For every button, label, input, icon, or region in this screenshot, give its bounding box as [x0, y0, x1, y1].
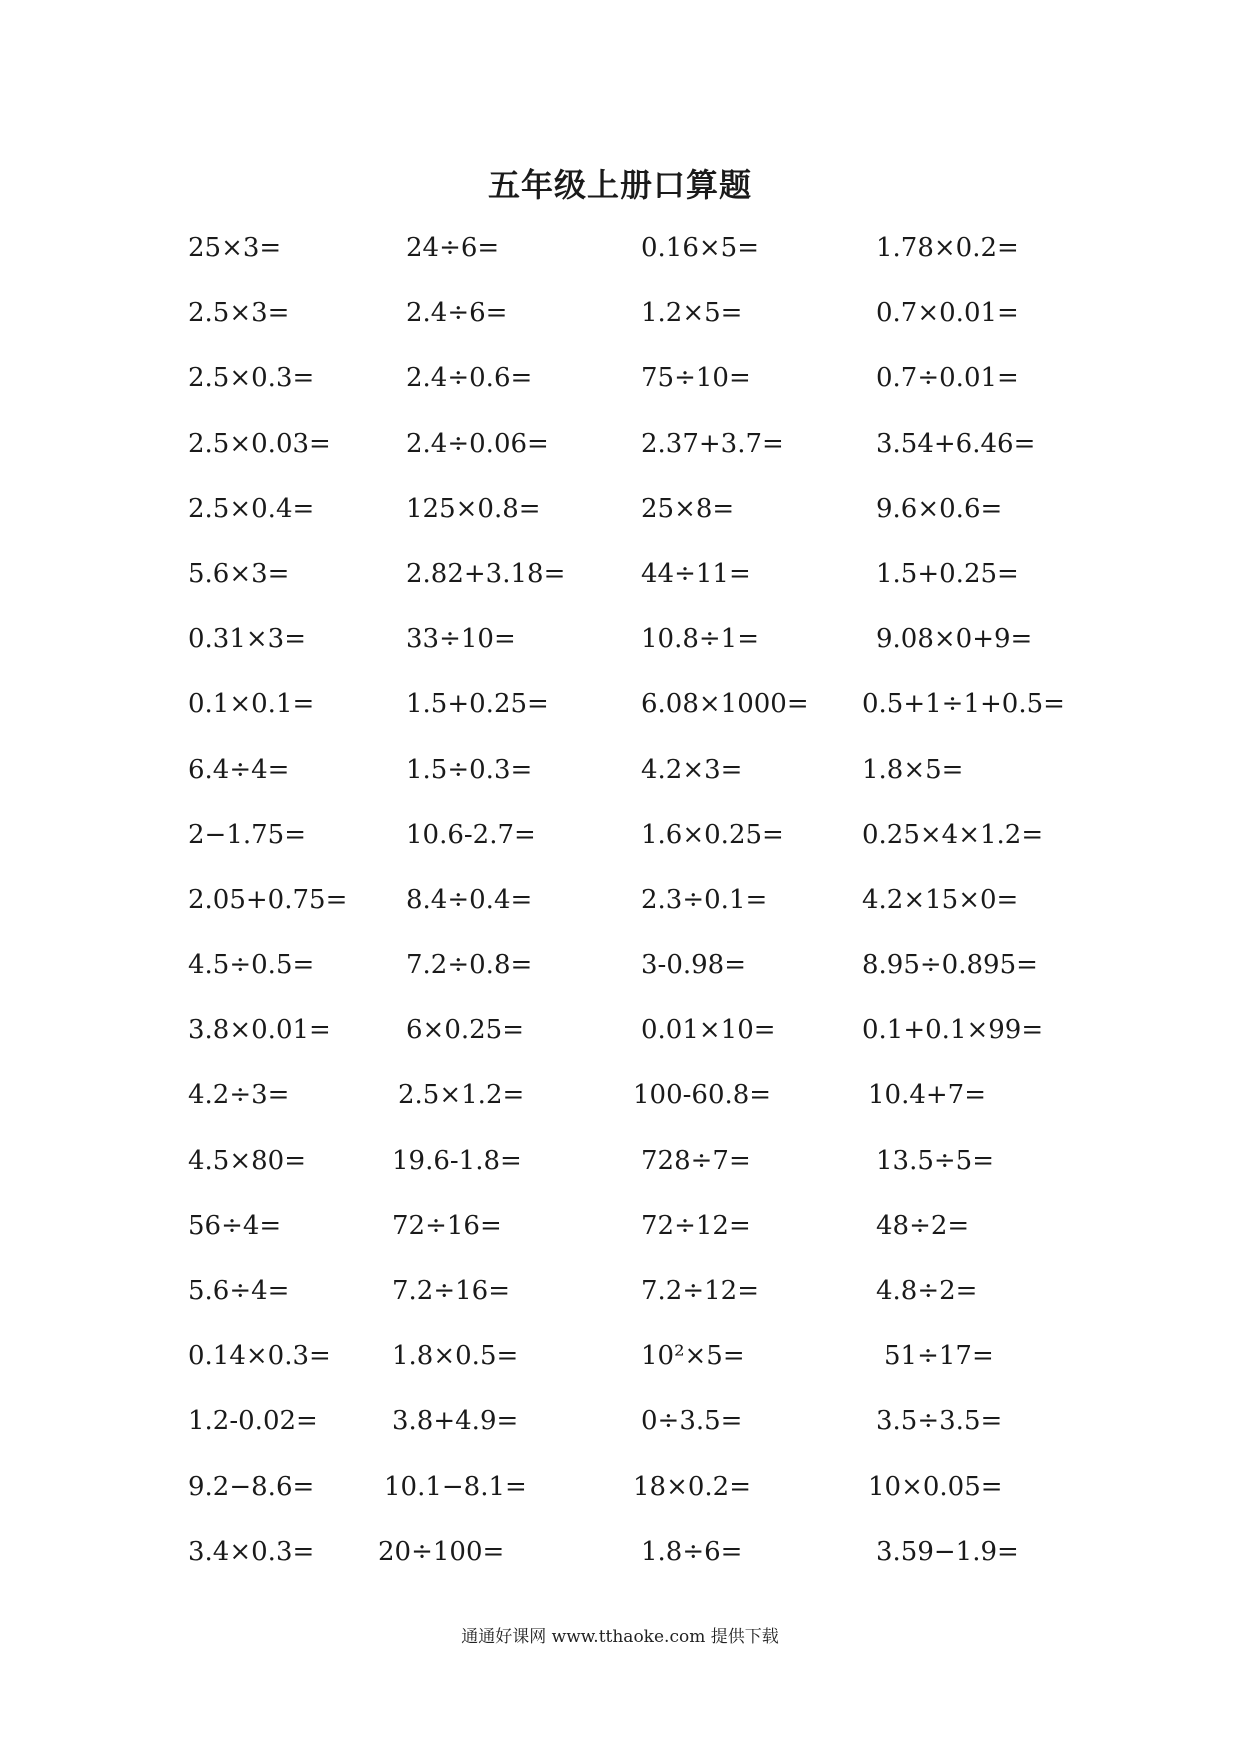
problem-cell: 1.8×5=	[862, 754, 964, 785]
problem-cell: 8.95÷0.895=	[862, 950, 1038, 981]
problem-row	[188, 1139, 1088, 1204]
problem-cell: 72÷12=	[641, 1210, 751, 1241]
problem-cell: 0÷3.5=	[641, 1406, 743, 1437]
problem-cell: 0.25×4×1.2=	[862, 819, 1044, 850]
problem-cell: 3.4×0.3=	[188, 1536, 315, 1567]
problem-cell: 44÷11=	[641, 558, 751, 589]
problem-cell: 1.2×5=	[641, 298, 743, 329]
problem-cell: 7.2÷12=	[641, 1276, 760, 1306]
problem-cell: 1.8÷6=	[641, 1536, 743, 1567]
problem-cell: 3.8×0.01=	[188, 1015, 331, 1046]
problem-row	[188, 1073, 1088, 1138]
problem-cell: 6.4÷4=	[188, 754, 290, 785]
problem-cell: 9.08×0+9=	[876, 624, 1033, 655]
problem-cell: 4.2÷3=	[188, 1080, 290, 1111]
page-title: 五年级上册口算题	[487, 166, 752, 204]
problem-cell: 6×0.25=	[406, 1015, 525, 1046]
problem-cell: 20÷100=	[378, 1536, 505, 1567]
problem-cell: 4.2×3=	[641, 754, 743, 785]
problem-cell: 0.16×5=	[641, 233, 760, 263]
problem-cell: 33÷10=	[406, 624, 516, 655]
problem-cell: 3.59−1.9=	[876, 1536, 1019, 1567]
problem-cell: 9.2−8.6=	[188, 1471, 315, 1502]
problem-cell: 2.82+3.18=	[406, 558, 566, 589]
problem-cell: 1.5+0.25=	[876, 558, 1019, 589]
problem-cell: 24÷6=	[406, 233, 500, 263]
problem-cell: 0.1×0.1=	[188, 689, 315, 720]
problem-row	[188, 487, 1088, 552]
problem-cell: 25×8=	[641, 493, 735, 524]
footer-credit: 通通好课网 www.tthaoke.com 提供下载	[461, 1627, 779, 1647]
problem-row	[188, 682, 1088, 747]
problem-row	[188, 1530, 1088, 1595]
problem-cell: 2.5×3=	[188, 298, 290, 329]
problem-cell: 4.2×15×0=	[862, 884, 1019, 915]
problem-cell: 7.2÷16=	[392, 1276, 511, 1306]
problem-cell: 0.7×0.01=	[876, 298, 1019, 329]
problem-row	[188, 422, 1088, 487]
problem-row	[188, 813, 1088, 878]
problem-cell: 2.5×0.4=	[188, 493, 315, 524]
problem-cell: 1.78×0.2=	[876, 233, 1019, 263]
problem-cell: 100-60.8=	[633, 1080, 772, 1111]
problem-cell: 2.5×0.3=	[188, 363, 315, 394]
problem-cell: 13.5÷5=	[876, 1145, 995, 1176]
problem-cell: 5.6÷4=	[188, 1276, 290, 1306]
problem-cell: 25×3=	[188, 233, 282, 263]
problem-cell: 1.2-0.02=	[188, 1406, 318, 1437]
problem-cell: 1.5+0.25=	[406, 689, 549, 720]
problem-row	[188, 1204, 1088, 1269]
problem-row	[188, 1465, 1088, 1530]
problem-row	[188, 617, 1088, 682]
problem-cell: 2.4÷6=	[406, 298, 508, 329]
problem-cell: 5.6×3=	[188, 558, 290, 589]
problem-cell: 0.5+1÷1+0.5=	[862, 689, 1065, 720]
problem-cell: 56÷4=	[188, 1210, 282, 1241]
problem-row	[188, 291, 1088, 356]
problem-cell: 0.01×10=	[641, 1015, 776, 1046]
problem-cell: 19.6-1.8=	[392, 1145, 522, 1176]
problem-cell: 125×0.8=	[406, 493, 541, 524]
problem-cell: 6.08×1000=	[641, 689, 809, 720]
problem-cell: 10.4+7=	[868, 1080, 987, 1111]
problem-row	[188, 878, 1088, 943]
problem-cell: 10.6-2.7=	[406, 819, 536, 850]
problem-cell: 2.3÷0.1=	[641, 884, 768, 915]
problem-cell: 3.8+4.9=	[392, 1406, 519, 1437]
problem-cell: 0.14×0.3=	[188, 1341, 331, 1372]
problem-cell: 2.05+0.75=	[188, 884, 348, 915]
problem-cell: 0.1+0.1×99=	[862, 1015, 1044, 1046]
problem-cell: 4.8÷2=	[876, 1276, 978, 1306]
problem-cell: 728÷7=	[641, 1145, 751, 1176]
problem-cell: 0.31×3=	[188, 624, 307, 655]
problem-cell: 10²×5=	[641, 1341, 745, 1372]
problem-cell: 1.8×0.5=	[392, 1341, 519, 1372]
problem-cell: 10.1−8.1=	[384, 1471, 527, 1502]
problem-cell: 9.6×0.6=	[876, 493, 1003, 524]
problem-cell: 2.5×1.2=	[398, 1080, 525, 1111]
problem-cell: 2.37+3.7=	[641, 428, 784, 459]
problem-cell: 2−1.75=	[188, 819, 307, 850]
problem-grid	[188, 226, 1088, 1595]
problem-row	[188, 226, 1088, 291]
problem-cell: 3-0.98=	[641, 950, 747, 981]
problem-cell: 75÷10=	[641, 363, 751, 394]
problem-cell: 48÷2=	[876, 1210, 970, 1241]
problem-cell: 10×0.05=	[868, 1471, 1003, 1502]
problem-cell: 7.2÷0.8=	[406, 950, 533, 981]
problem-row	[188, 1008, 1088, 1073]
problem-cell: 3.5÷3.5=	[876, 1406, 1003, 1437]
problem-cell: 2.4÷0.06=	[406, 428, 549, 459]
problem-cell: 51÷17=	[884, 1341, 994, 1372]
problem-cell: 3.54+6.46=	[876, 428, 1036, 459]
problem-cell: 2.5×0.03=	[188, 428, 331, 459]
problem-row	[188, 1334, 1088, 1399]
problem-row	[188, 1399, 1088, 1464]
problem-cell: 10.8÷1=	[641, 624, 760, 655]
problem-row	[188, 943, 1088, 1008]
problem-cell: 0.7÷0.01=	[876, 363, 1019, 394]
problem-cell: 8.4÷0.4=	[406, 884, 533, 915]
problem-cell: 4.5×80=	[188, 1145, 307, 1176]
problem-cell: 1.6×0.25=	[641, 819, 784, 850]
problem-cell: 18×0.2=	[633, 1471, 752, 1502]
problem-row	[188, 1269, 1088, 1334]
problem-row	[188, 552, 1088, 617]
problem-row	[188, 748, 1088, 813]
problem-row	[188, 356, 1088, 421]
problem-cell: 72÷16=	[392, 1210, 502, 1241]
problem-cell: 1.5÷0.3=	[406, 754, 533, 785]
problem-cell: 4.5÷0.5=	[188, 950, 315, 981]
problem-cell: 2.4÷0.6=	[406, 363, 533, 394]
